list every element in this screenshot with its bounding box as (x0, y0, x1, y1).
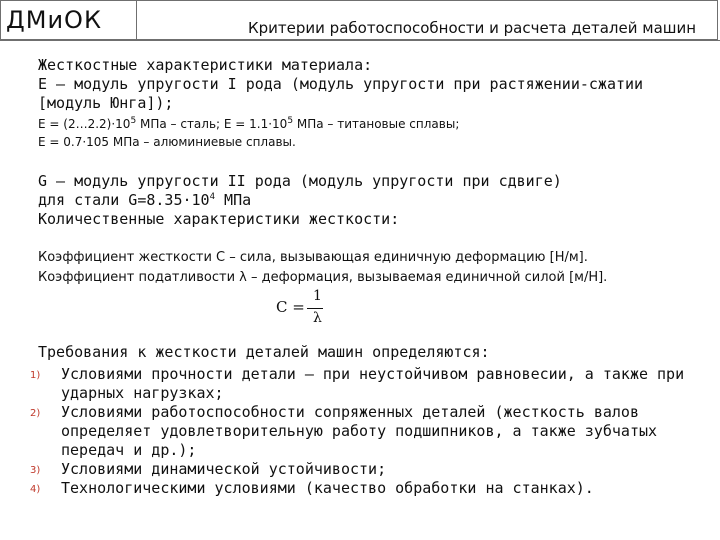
elastic-modulus-definition-line2: [модуль Юнга]); (38, 94, 174, 112)
stiffness-coefficient-line: Коэффициент жесткости C – сила, вызывающая единичную деформацию [Н/м]. (38, 250, 588, 265)
requirement-text-3 (61, 460, 710, 479)
requirement-4-line1: Технологическими условиями (качество обработки на станках). (61, 479, 594, 497)
shear-modulus-steel-text: для стали G=8.35·10 (38, 191, 210, 209)
shear-modulus-steel-unit: МПа (215, 191, 252, 209)
requirement-text-2 (61, 403, 710, 460)
requirement-number-2: 2) (30, 408, 41, 419)
section-heading-material: Жесткостные характеристики материала: (38, 56, 373, 74)
formula-numerator: 1 (313, 288, 322, 304)
requirement-2-line2: определяет удовлетворительную работу подшипников, а также зубчатых (61, 422, 658, 440)
shear-modulus-definition: G – модуль упругости II рода (модуль упругости при сдвиге) (38, 172, 562, 190)
requirement-2-line1: Условиями работоспособности сопряженных деталей (жесткость валов (61, 403, 639, 421)
requirement-item-2 (30, 403, 710, 460)
shear-modulus-section (38, 172, 562, 229)
requirement-2-line3: передач и др.); (61, 441, 197, 459)
header-separator (136, 0, 137, 40)
modulus-aluminum-line: E = 0.7·105 МПа – алюминиевые сплавы. (38, 135, 296, 149)
formula-fraction-bar (307, 308, 323, 309)
formula-left-side: C = (276, 298, 305, 316)
formula-denominator: λ (313, 310, 322, 326)
material-characteristics (38, 56, 643, 113)
elastic-modulus-definition-line1: E – модуль упругости I рода (модуль упругости при растяжении-сжатии (38, 75, 644, 93)
requirement-number-3: 3) (30, 465, 41, 476)
requirement-text-4 (61, 479, 710, 498)
modulus-titanium-exponent: 5 (287, 116, 294, 126)
shear-modulus-steel (38, 191, 562, 210)
requirement-item-1 (30, 365, 710, 403)
requirements-list (30, 365, 710, 498)
compliance-coefficient-line: Коэффициент податливости λ – деформация, вызываемая единичной силой [м/Н]. (38, 270, 608, 285)
requirement-number-1: 1) (30, 370, 41, 381)
requirement-item-4 (30, 479, 710, 498)
requirement-1-line2: ударных нагрузках; (61, 384, 224, 402)
requirements-heading: Требования к жесткости деталей машин определяются: (38, 343, 490, 361)
shear-modulus-steel-exponent: 4 (209, 192, 216, 202)
modulus-titanium-text: МПа – сталь; E = 1.1·10 (136, 117, 288, 131)
stiffness-coefficients (38, 248, 607, 288)
modulus-steel-text: E = (2…2.2)·10 (38, 117, 131, 131)
header-bottom-rule (0, 40, 720, 41)
modulus-steel-exponent: 5 (130, 116, 137, 126)
modulus-titanium-suffix: МПа – титановые сплавы; (293, 117, 460, 131)
requirement-text-1 (61, 365, 710, 403)
course-logo: ДМиОК (6, 6, 102, 34)
requirement-item-3 (30, 460, 710, 479)
page-title: Критерии работоспособности и расчета деталей машин (248, 19, 697, 37)
stiffness-characteristics-heading: Количественные характеристики жесткости: (38, 210, 400, 228)
requirement-3-line1: Условиями динамической устойчивости; (61, 460, 387, 478)
requirement-1-line1: Условиями прочности детали – при неустойчивом равновесии, а также при (61, 365, 685, 383)
modulus-values-line1 (38, 115, 459, 133)
stiffness-formula (274, 288, 334, 330)
requirement-number-4: 4) (30, 484, 41, 495)
modulus-values (38, 115, 459, 151)
